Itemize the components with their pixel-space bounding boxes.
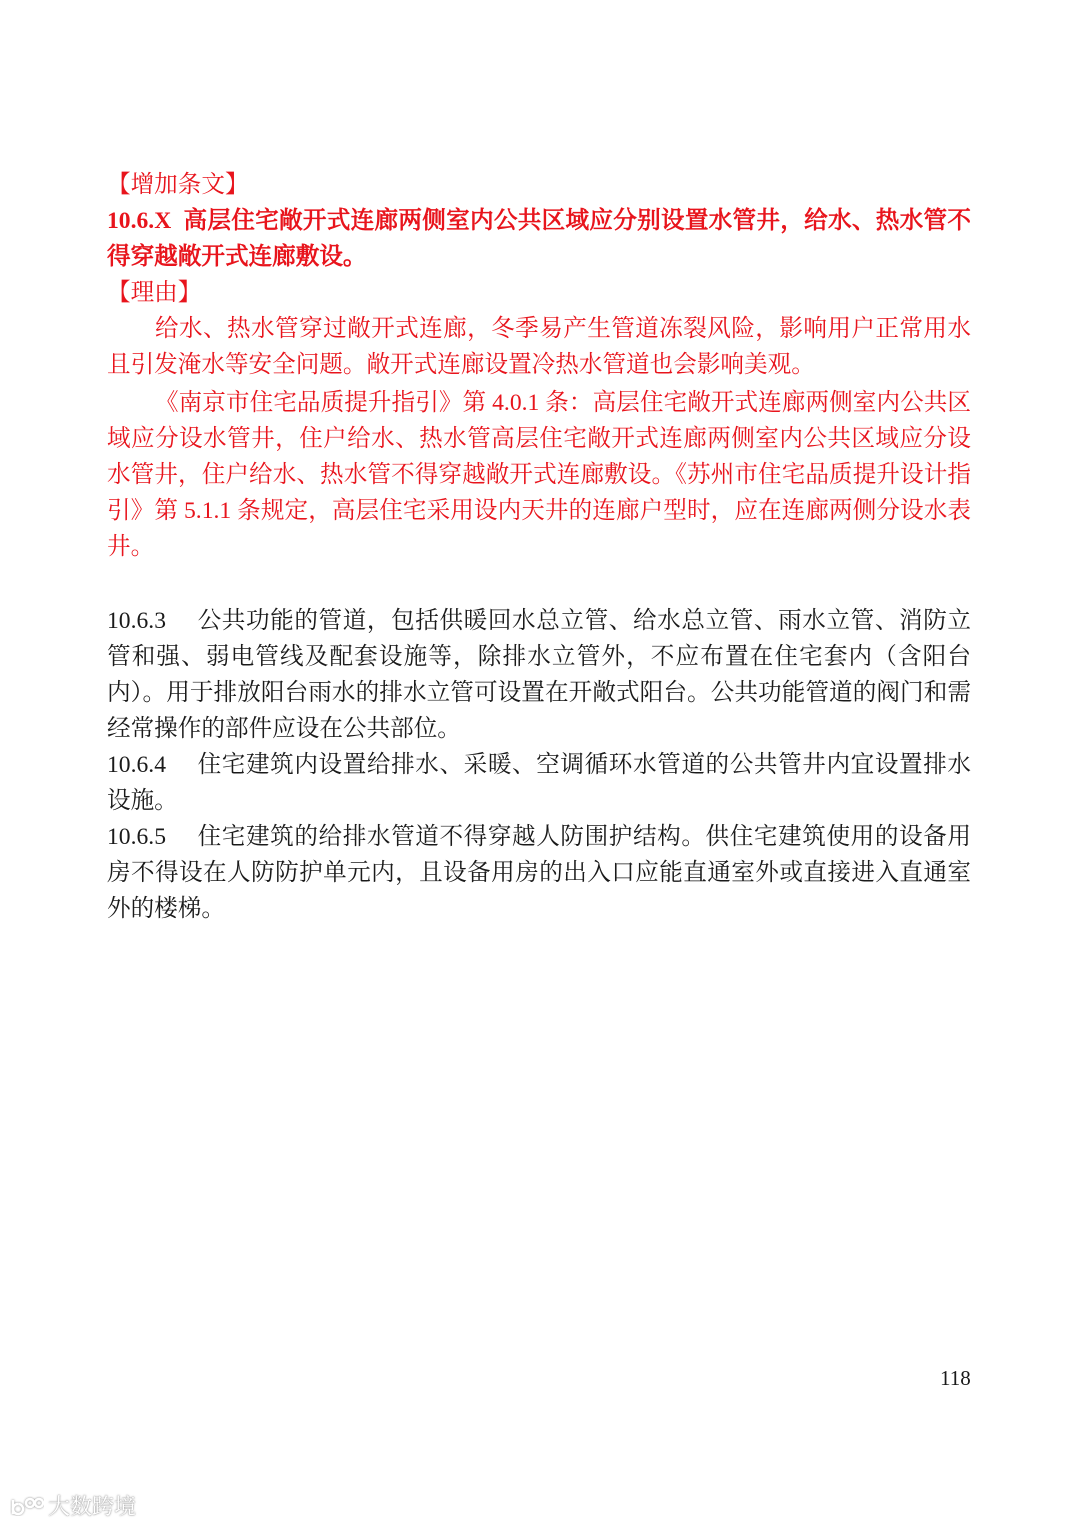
added-clause bbox=[107, 203, 971, 275]
watermark bbox=[10, 1490, 136, 1521]
clause-10-6-3 bbox=[107, 603, 971, 747]
watermark-logo-icon bbox=[10, 1496, 44, 1516]
clause-text: 住宅建筑内设置给排水、采暖、空调循环水管道的公共管井内宜设置排水设施。 bbox=[107, 752, 971, 814]
added-clause-heading: 【增加条文】 bbox=[107, 172, 249, 198]
reason-paragraph: 《南京市住宅品质提升指引》第 4.0.1 条：高层住宅敞开式连廊两侧室内公共区域应分设水管井，住户给水、热水管高层住宅敞开式连廊两侧室内公共区域应分设水管井，住户给水、热水管不得穿越敞开式连廊敷设。《苏州市住宅品质提升设计指引》第 5.1.1 条规定，高层住宅采用设内天井的连廊户型时，应在连廊两侧分设水表井。 bbox=[107, 390, 971, 560]
watermark-text: 大数跨境 bbox=[48, 1495, 137, 1520]
page-number: 118 bbox=[940, 1366, 971, 1390]
clause-10-6-4 bbox=[107, 747, 971, 819]
clause-number: 10.6.X bbox=[107, 208, 172, 234]
added-clause-section bbox=[107, 167, 971, 565]
clause-number: 10.6.5 bbox=[107, 824, 166, 850]
reason-heading: 【理由】 bbox=[107, 280, 202, 306]
clause-number: 10.6.3 bbox=[107, 608, 166, 634]
clause-text: 公共功能的管道，包括供暖回水总立管、给水总立管、雨水立管、消防立管和强、弱电管线及配套设施等，除排水立管外，不应布置在住宅套内（含阳台内）。用于排放阳台雨水的排水立管可设置在开敞式阳台。公共功能管道的阀门和需经常操作的部件应设在公共部位。 bbox=[107, 608, 971, 742]
clauses-section bbox=[107, 603, 971, 927]
clause-10-6-5 bbox=[107, 819, 971, 927]
clause-text: 高层住宅敞开式连廊两侧室内公共区域应分别设置水管井，给水、热水管不得穿越敞开式连廊敷设。 bbox=[107, 208, 971, 270]
clause-text: 住宅建筑的给排水管道不得穿越人防围护结构。供住宅建筑使用的设备用房不得设在人防防护单元内，且设备用房的出入口应能直通室外或直接进入直通室外的楼梯。 bbox=[107, 824, 971, 922]
reason-paragraph: 给水、热水管穿过敞开式连廊，冬季易产生管道冻裂风险，影响用户正常用水且引发淹水等安全问题。敞开式连廊设置冷热水管道也会影响美观。 bbox=[107, 316, 971, 378]
clause-number: 10.6.4 bbox=[107, 752, 166, 778]
